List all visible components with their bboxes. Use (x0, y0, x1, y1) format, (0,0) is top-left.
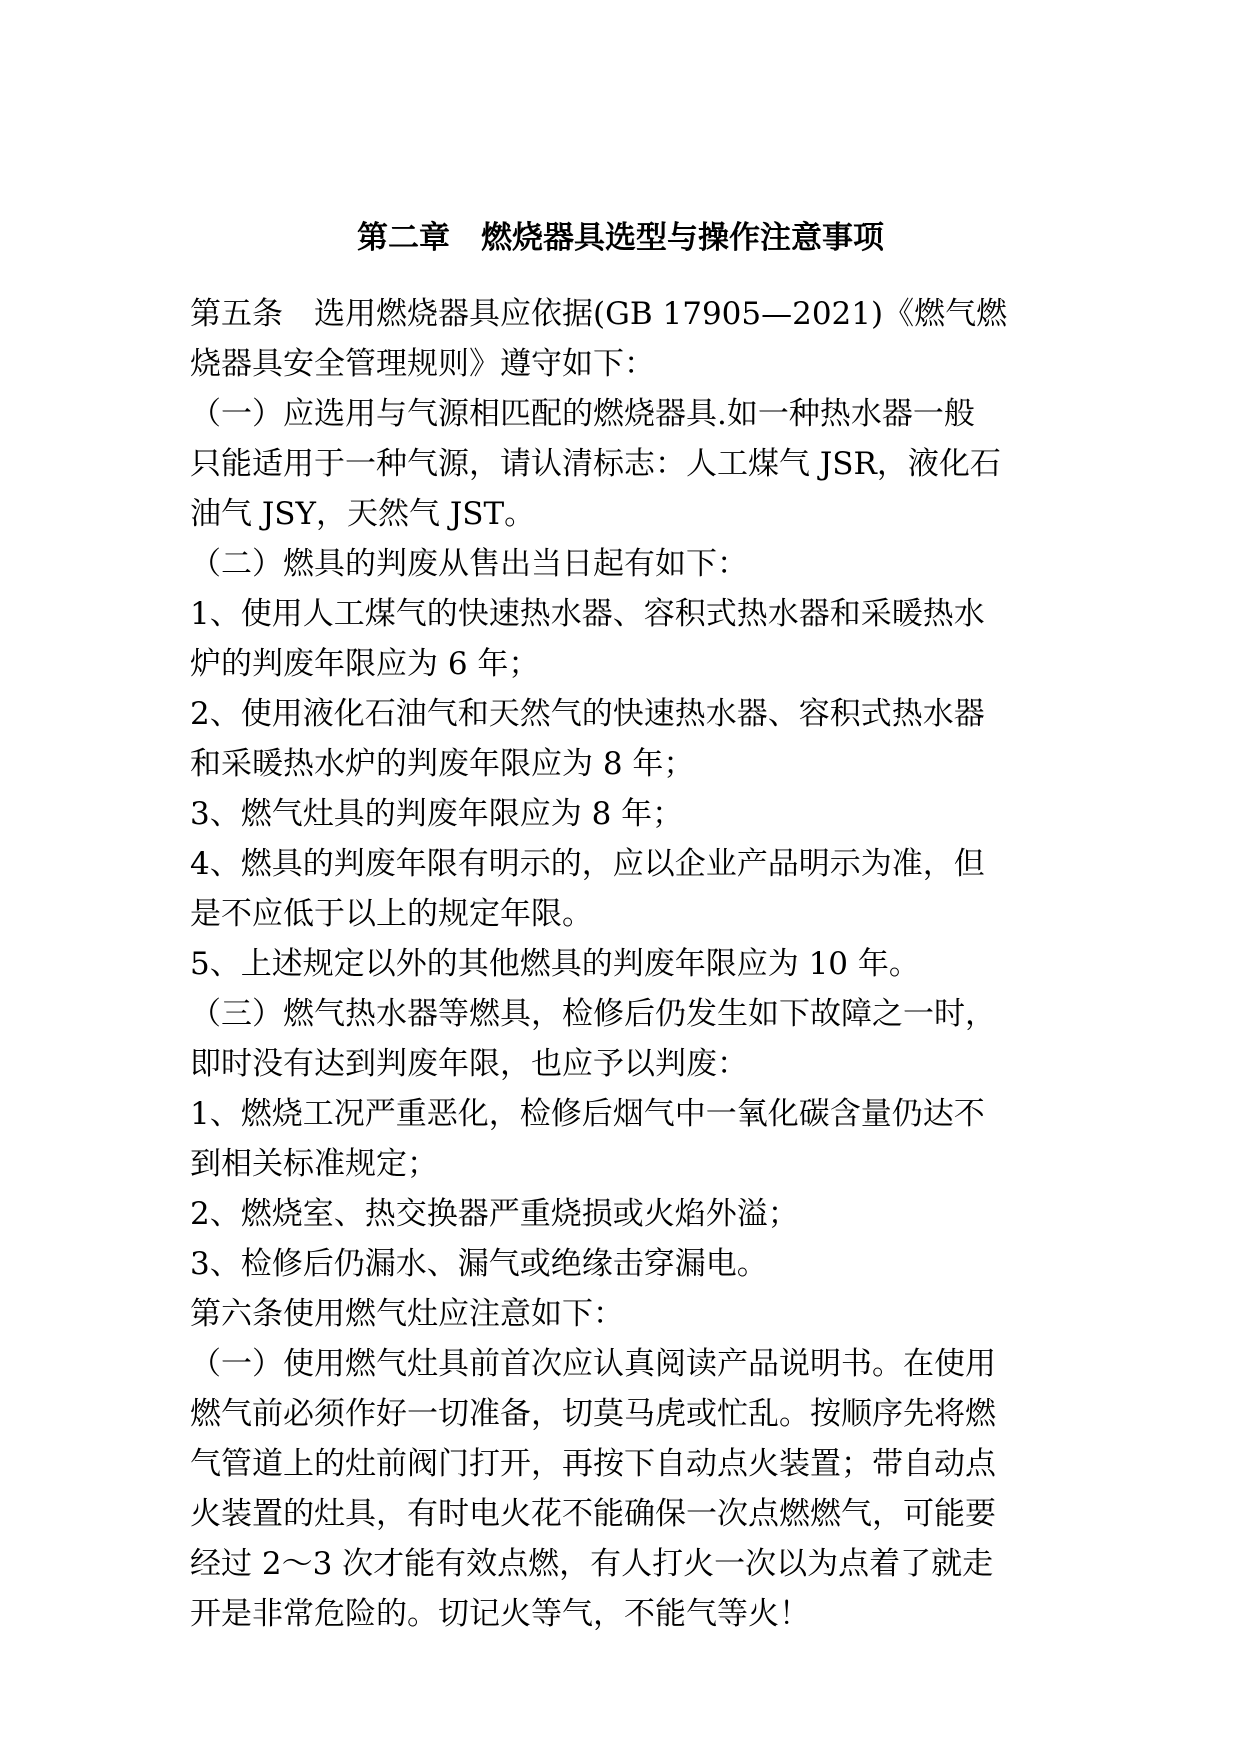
text-line: 即时没有达到判废年限，也应予以判废： (190, 1046, 748, 1082)
text-line: 火装置的灶具，有时电火花不能确保一次点燃燃气，可能要 (190, 1496, 996, 1532)
text-line: 第五条 选用燃烧器具应依据(GB 17905—2021)《燃气燃 (190, 296, 1008, 332)
chapter-title: 第二章 燃烧器具选型与操作注意事项 (357, 220, 884, 256)
text-line: 1、燃烧工况严重恶化，检修后烟气中一氧化碳含量仍达不 (190, 1096, 985, 1132)
text-line: 1、使用人工煤气的快速热水器、容积式热水器和采暖热水 (190, 596, 985, 632)
text-line: 是不应低于以上的规定年限。 (190, 896, 593, 932)
text-line: （二）燃具的判废从售出当日起有如下： (190, 546, 748, 582)
text-line: 第六条使用燃气灶应注意如下： (190, 1296, 624, 1332)
text-line: 油气 JSY，天然气 JST。 (190, 496, 536, 532)
text-line: （一）应选用与气源相匹配的燃烧器具.如一种热水器一般 (190, 396, 975, 432)
text-line: 燃气前必须作好一切准备，切莫马虎或忙乱。按顺序先将燃 (190, 1396, 996, 1432)
text-line: 只能适用于一种气源，请认清标志：人工煤气 JSR，液化石 (190, 446, 1001, 482)
text-line: 炉的判废年限应为 6 年； (190, 646, 540, 682)
text-line: 4、燃具的判废年限有明示的，应以企业产品明示为准，但 (190, 846, 985, 882)
text-line: 气管道上的灶前阀门打开，再按下自动点火装置；带自动点 (190, 1446, 996, 1482)
text-line: 5、上述规定以外的其他燃具的判废年限应为 10 年。 (190, 946, 920, 982)
text-line: 到相关标准规定； (190, 1146, 438, 1182)
text-line: 2、使用液化石油气和天然气的快速热水器、容积式热水器 (190, 696, 985, 732)
text-line: （一）使用燃气灶具前首次应认真阅读产品说明书。在使用 (190, 1346, 996, 1382)
text-line: 和采暖热水炉的判废年限应为 8 年； (190, 746, 695, 782)
text-line: 3、燃气灶具的判废年限应为 8 年； (190, 796, 684, 832)
text-line: 3、检修后仍漏水、漏气或绝缘击穿漏电。 (190, 1246, 768, 1282)
text-line: 开是非常危险的。切记火等气，不能气等火！ (190, 1596, 810, 1632)
text-line: 烧器具安全管理规则》遵守如下： (190, 346, 655, 382)
text-line: 2、燃烧室、热交换器严重烧损或火焰外溢； (190, 1196, 799, 1232)
text-line: （三）燃气热水器等燃具，检修后仍发生如下故障之一时， (190, 996, 996, 1032)
document-body (190, 289, 1060, 1639)
text-line: 经过 2～3 次才能有效点燃，有人打火一次以为点着了就走 (190, 1546, 994, 1582)
